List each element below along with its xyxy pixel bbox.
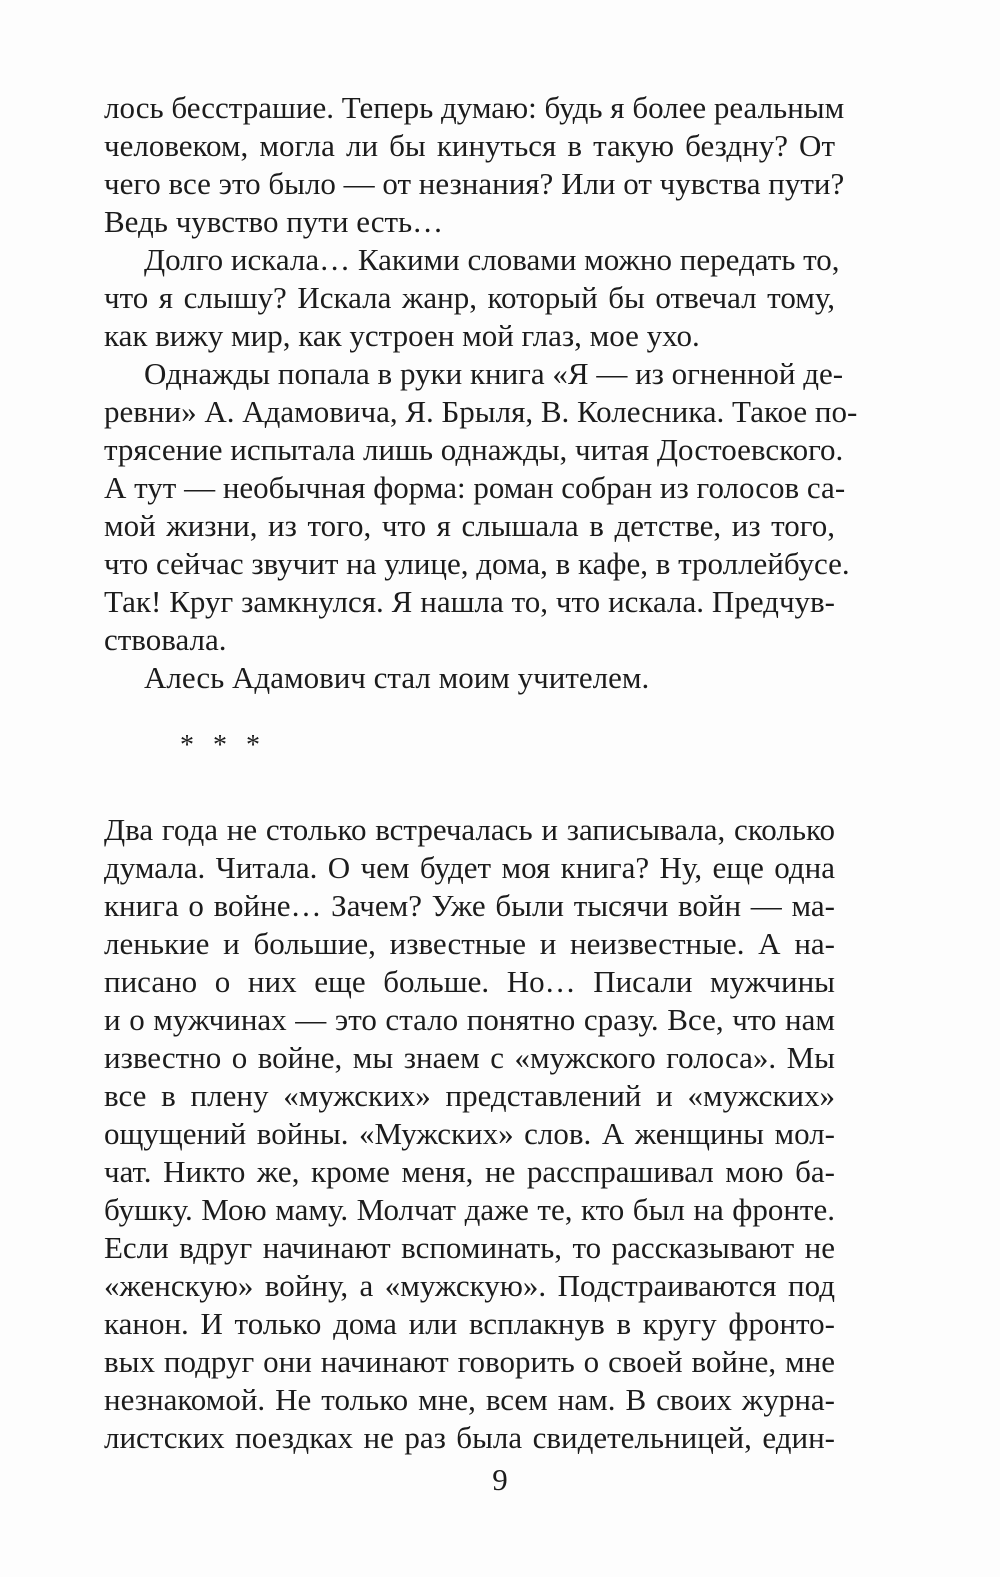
text-line: мой жизни, из того, что я слышала в детстве, из того, <box>104 508 835 543</box>
text-line: листских поездках не раз была свидетельницей, един- <box>104 1420 835 1455</box>
text-line: лось бесстрашие. Теперь думаю: будь я более реальным <box>104 90 845 125</box>
text-line: книга о войне… Зачем? Уже были тысячи войн — ма- <box>104 888 835 923</box>
text-line: Если вдруг начинают вспоминать, то рассказывают не <box>104 1230 835 1265</box>
text-line: Так! Круг замкнулся. Я нашла то, что искала. Предчув- <box>104 584 835 619</box>
text-line: известно о войне, мы знаем с «мужского голоса». Мы <box>104 1040 835 1075</box>
text-line: ленькие и большие, известные и неизвестные. А на- <box>104 926 835 961</box>
text-line: А тут — необычная форма: роман собран из голосов са- <box>104 470 846 505</box>
text-line: «женскую» войну, а «мужскую». Подстраиваются под <box>104 1268 835 1303</box>
text-line: думала. Читала. О чем будет моя книга? Ну, еще одна <box>104 850 835 885</box>
text-line: писано о них еще больше. Но… Писали мужчины <box>104 964 835 999</box>
text-line: ревни» А. Адамовича, Я. Брыля, В. Колесника. Такое по- <box>104 394 858 429</box>
paragraph-first-line: Однажды попала в руки книга «Я — из огненной де- <box>144 356 844 391</box>
paragraph-first-line: Алесь Адамович стал моим учителем. <box>144 660 650 695</box>
text-line: трясение испытала лишь однажды, читая Достоевского. <box>104 432 844 467</box>
section-separator: * * * <box>180 730 266 761</box>
text-line: как вижу мир, как устроен мой глаз, мое ухо. <box>104 318 700 353</box>
page-number: 9 <box>492 1462 508 1497</box>
text-line: человеком, могла ли бы кинуться в такую бездну? От <box>104 128 835 163</box>
text-line: Два года не столько встречалась и записывала, сколько <box>104 812 835 847</box>
text-line: ствовала. <box>104 622 227 657</box>
text-line: чего все это было — от незнания? Или от чувства пути? <box>104 166 845 201</box>
text-line: и о мужчинах — это стало понятно сразу. Все, что нам <box>104 1002 835 1037</box>
text-line: все в плену «мужских» представлений и «мужских» <box>104 1078 835 1113</box>
paragraph-first-line: Долго искала… Какими словами можно передать то, <box>144 242 840 277</box>
text-line: ощущений войны. «Мужских» слов. А женщины мол- <box>104 1116 835 1151</box>
text-line: чат. Никто же, кроме меня, не расспрашивал мою ба- <box>104 1154 835 1189</box>
text-line: незнакомой. Не только мне, всем нам. В своих журна- <box>104 1382 835 1417</box>
text-line: что сейчас звучит на улице, дома, в кафе, в троллейбусе. <box>104 546 850 581</box>
text-line: вых подруг они начинают говорить о своей войне, мне <box>104 1344 835 1379</box>
text-line: бушку. Мою маму. Молчат даже те, кто был на фронте. <box>104 1192 835 1227</box>
text-line: канон. И только дома или всплакнув в кругу фронто- <box>104 1306 835 1341</box>
text-line: что я слышу? Искала жанр, который бы отвечал тому, <box>104 280 835 315</box>
text-line: Ведь чувство пути есть… <box>104 204 444 239</box>
